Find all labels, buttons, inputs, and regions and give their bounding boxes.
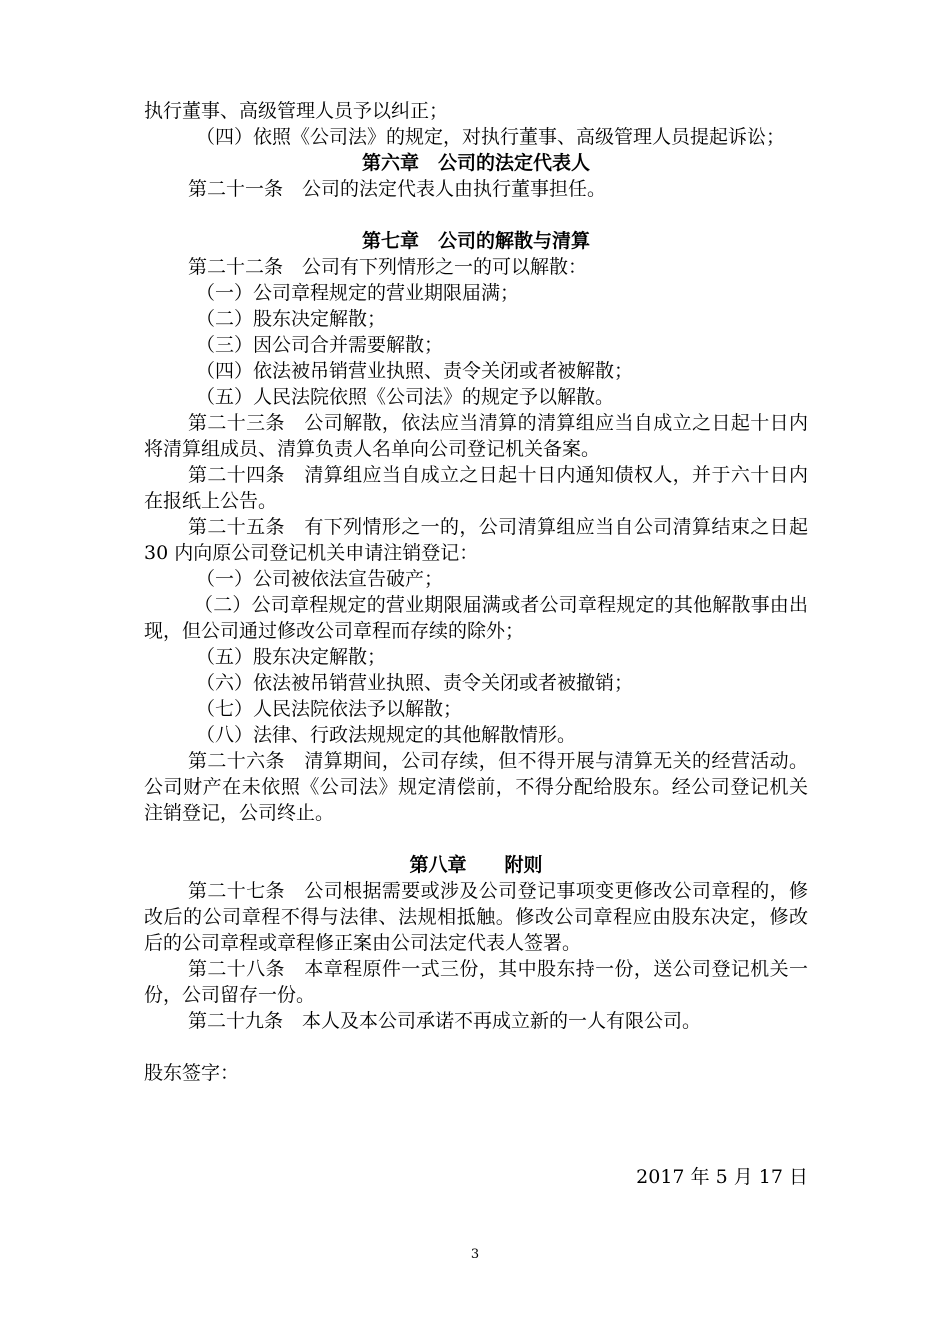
list-item: （一）公司被依法宣告破产； xyxy=(196,568,444,590)
article-21: 第二十一条 公司的法定代表人由执行董事担任。 xyxy=(188,178,607,200)
article-25: 第二十五条 有下列情形之一的，公司清算组应当自公司清算结束之日起 30 内向原公司登记机关申请注销登记： xyxy=(144,516,808,564)
spacer xyxy=(144,1138,808,1164)
list-item: （二）股东决定解散； xyxy=(196,308,387,330)
spacer xyxy=(144,826,808,852)
list-item: （六）依法被吊销营业执照、责令关闭或者被撤销； xyxy=(196,672,634,694)
article-27: 第二十七条 公司根据需要或涉及公司登记事项变更修改公司章程的，修改后的公司章程不得与法律、法规相抵触。修改公司章程应由股东决定，修改后的公司章程或章程修正案由公司法定代表人签署。 xyxy=(144,880,808,954)
signing-date: 2017 年 5 月 17 日 xyxy=(636,1166,808,1188)
spacer xyxy=(144,202,808,228)
page-number: 3 xyxy=(470,1247,480,1262)
list-item: （八）法律、行政法规规定的其他解散情形。 xyxy=(196,724,577,746)
article-23: 第二十三条 公司解散，依法应当清算的清算组应当自成立之日起十日内将清算组成员、清算负责人名单向公司登记机关备案。 xyxy=(144,412,808,460)
chapter-heading-8: 第八章 附则 xyxy=(409,854,543,876)
chapter-heading-7: 第七章 公司的解散与清算 xyxy=(361,230,590,252)
list-item: （七）人民法院依法予以解散； xyxy=(196,698,463,720)
chapter-heading-6: 第六章 公司的法定代表人 xyxy=(361,152,590,174)
spacer xyxy=(144,1034,808,1060)
paragraph-continuation: 执行董事、高级管理人员予以纠正； xyxy=(144,100,449,122)
list-item: （四）依照《公司法》的规定，对执行董事、高级管理人员提起诉讼； xyxy=(196,126,786,148)
list-item: （五）股东决定解散； xyxy=(196,646,387,668)
list-item: （三）因公司合并需要解散； xyxy=(196,334,444,356)
list-item: （一）公司章程规定的营业期限届满； xyxy=(196,282,520,304)
document-body xyxy=(144,98,808,1190)
list-item: （二）公司章程规定的营业期限届满或者公司章程规定的其他解散事由出现，但公司通过修改公司章程而存续的除外； xyxy=(144,594,808,642)
article-26: 第二十六条 清算期间，公司存续，但不得开展与清算无关的经营活动。公司财产在未依照《公司法》规定清偿前，不得分配给股东。经公司登记机关注销登记，公司终止。 xyxy=(144,750,808,824)
article-24: 第二十四条 清算组应当自成立之日起十日内通知债权人，并于六十日内在报纸上公告。 xyxy=(144,464,808,512)
shareholder-signature-label: 股东签字： xyxy=(144,1062,240,1084)
list-item: （五）人民法院依照《公司法》的规定予以解散。 xyxy=(196,386,615,408)
article-29: 第二十九条 本人及本公司承诺不再成立新的一人有限公司。 xyxy=(188,1010,702,1032)
article-22: 第二十二条 公司有下列情形之一的可以解散： xyxy=(188,256,588,278)
list-item: （四）依法被吊销营业执照、责令关闭或者被解散； xyxy=(196,360,634,382)
article-28: 第二十八条 本章程原件一式三份，其中股东持一份，送公司登记机关一份，公司留存一份。 xyxy=(144,958,808,1006)
spacer xyxy=(144,1086,808,1138)
